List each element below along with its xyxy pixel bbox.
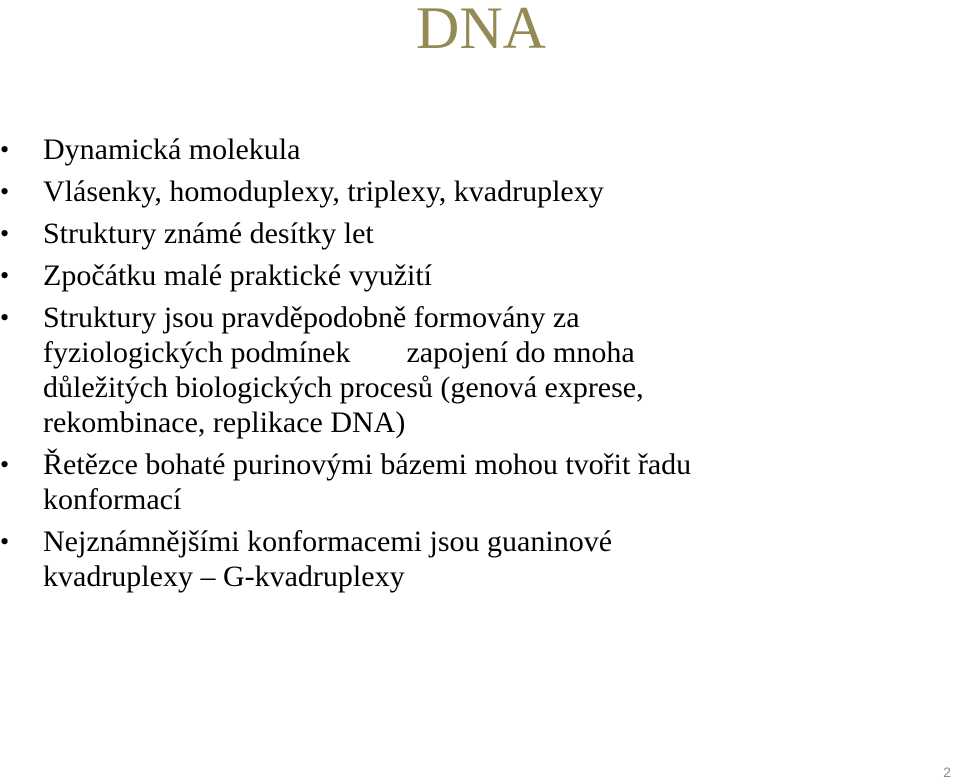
bullet-text-line: rekombinace, replikace DNA) [43,406,406,439]
bullet-icon: • [0,261,10,290]
bullet-text-line: důležitých biologických procesů (genová exprese, [43,371,644,404]
bullet-item [0,300,900,440]
bullet-text: Vlásenky, homoduplexy, triplexy, kvadruplexy [43,175,604,208]
bullet-text-line: Struktury jsou pravděpodobně formovány za [43,301,580,334]
slide-title: DNA [416,0,546,61]
bullet-icon: • [0,135,10,164]
bullet-text: Dynamická molekula [43,133,301,166]
bullet-text: Zpočátku malé praktické využití [43,259,433,292]
bullet-text-line: Řetězce bohaté purinovými bázemi mohou tvořit řadu [43,448,692,481]
bullet-item [0,447,900,517]
bullet-text: Struktury známé desítky let [43,217,374,250]
bullet-item [0,216,900,251]
bullet-text-line [43,335,900,370]
bullet-item [0,132,900,167]
bullet-icon: • [0,527,10,556]
bullet-text-line: konformací [43,483,182,516]
page-number: 2 [943,764,951,780]
bullet-text-fragment: zapojení do mnoha [406,336,635,369]
bullet-item [0,258,900,293]
bullet-text-fragment: fyziologických podmínek [43,336,351,369]
bullet-text-line: Nejznámnějšími konformacemi jsou guaninové [43,525,613,558]
bullet-item [0,524,900,594]
bullet-icon: • [0,303,10,332]
bullet-icon: • [0,219,10,248]
bullet-icon: • [0,177,10,206]
bullet-item [0,174,900,209]
bullet-list [0,132,900,601]
bullet-icon: • [0,450,10,479]
bullet-text-line: kvadruplexy – G-kvadruplexy [43,560,405,593]
